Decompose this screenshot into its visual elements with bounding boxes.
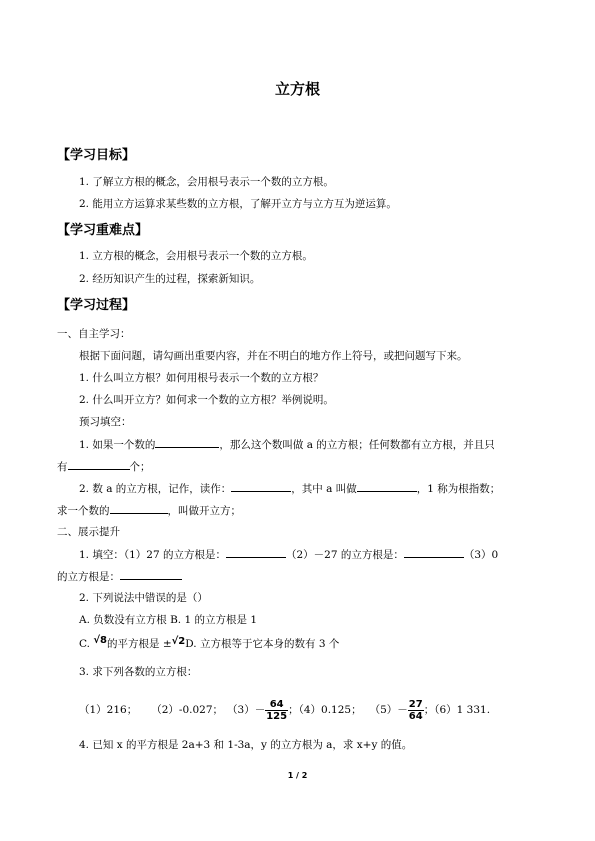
ex3-item-6: ；（6）1 331. bbox=[423, 704, 491, 716]
exercise-1-line-2 bbox=[57, 569, 182, 584]
blank-line bbox=[155, 437, 219, 448]
page-number: 1 / 2 bbox=[287, 771, 308, 780]
fraction-27-64 bbox=[408, 699, 424, 722]
ex2-c-mid: 的平方根是 ± bbox=[106, 638, 172, 650]
exercise-2: 2. 下列说法中错误的是（） bbox=[79, 592, 208, 604]
fraction-denominator: 125 bbox=[266, 710, 288, 722]
section-heading-keypoints: 【学习重难点】 bbox=[57, 223, 149, 238]
ex3-item-5-prefix: （5）－ bbox=[369, 704, 408, 716]
blank-line bbox=[404, 547, 464, 558]
fill-line-1 bbox=[79, 437, 495, 452]
ex3-item-1: （1）216； bbox=[79, 704, 138, 716]
fraction-64-125 bbox=[265, 699, 288, 722]
blank-line bbox=[68, 459, 130, 470]
blank-line bbox=[120, 569, 182, 580]
blank-line bbox=[110, 503, 168, 514]
exercise-3-items bbox=[79, 690, 490, 730]
fill2-text-b: ，其中 a 叫做 bbox=[291, 483, 357, 495]
fill1-text-d: 个； bbox=[129, 461, 151, 473]
exercise-3: 3. 求下列各数的立方根： bbox=[79, 666, 198, 678]
section-heading-process: 【学习过程】 bbox=[57, 298, 136, 313]
exercise-2-options-cd bbox=[79, 637, 339, 652]
fill-line-3 bbox=[79, 481, 500, 496]
fill1-text-b: ，那么这个数叫做 a 的立方根；任何数都有立方根，并且只 bbox=[219, 439, 495, 451]
ex1-text-a: 1. 填空：（1）27 的立方根是： bbox=[79, 549, 226, 561]
page-title: 立方根 bbox=[274, 80, 320, 98]
fraction-denominator: 64 bbox=[408, 710, 423, 722]
fill2-text-d: 求一个数的 bbox=[57, 505, 110, 517]
keypoint-item-2: 2. 经历知识产生的过程，探索新知识。 bbox=[79, 273, 261, 285]
blank-line bbox=[231, 481, 291, 492]
fill1-text-a: 1. 如果一个数的 bbox=[79, 439, 156, 451]
fraction-numerator: 27 bbox=[408, 698, 423, 710]
fill-line-2 bbox=[57, 459, 151, 474]
ex1-text-b: （2）－27 的立方根是： bbox=[285, 549, 404, 561]
goal-item-2: 2. 能用立方运算求某些数的立方根，了解开立方与立方互为逆运算。 bbox=[79, 198, 397, 210]
blank-line bbox=[226, 547, 286, 558]
fill1-text-c: 有 bbox=[57, 461, 68, 473]
question-2: 2. 什么叫开立方？如何求一个数的立方根？举例说明。 bbox=[79, 394, 334, 406]
preview-label: 预习填空： bbox=[79, 416, 132, 428]
question-1: 1. 什么叫立方根？如何用根号表示一个数的立方根？ bbox=[79, 372, 324, 384]
fill2-text-a: 2. 数 a 的立方根，记作，读作： bbox=[79, 483, 232, 495]
fill2-text-c: ，1 称为根指数； bbox=[416, 483, 501, 495]
fill2-text-e: ，叫做开立方； bbox=[167, 505, 241, 517]
ex3-item-2: （2）-0.027； bbox=[151, 704, 224, 716]
exercise-1-line-1 bbox=[79, 547, 498, 562]
sqrt-2-icon: √2 bbox=[171, 636, 186, 647]
exercise-4: 4. 已知 x 的平方根是 2a+3 和 1-3a，y 的立方根为 a，求 x+y 的值。 bbox=[79, 739, 413, 751]
section-heading-goals: 【学习目标】 bbox=[57, 148, 136, 163]
ex2-c-prefix: C. bbox=[79, 638, 90, 650]
goal-item-1: 1. 了解立方根的概念，会用根号表示一个数的立方根。 bbox=[79, 176, 334, 188]
exercise-2-options-ab: A. 负数没有立方根 B. 1 的立方根是 1 bbox=[79, 614, 258, 626]
keypoint-item-1: 1. 立方根的概念，会用根号表示一个数的立方根。 bbox=[79, 250, 313, 262]
ex1-text-d: 的立方根是： bbox=[57, 571, 120, 583]
fraction-numerator: 64 bbox=[265, 699, 288, 711]
blank-line bbox=[357, 481, 417, 492]
part2-title: 二、展示提升 bbox=[57, 526, 120, 538]
ex3-item-4: ；（4）0.125； bbox=[288, 704, 362, 716]
fill-line-4 bbox=[57, 503, 241, 518]
cube-root-8-icon: √8 bbox=[93, 635, 107, 646]
ex3-item-3-prefix: （3）－ bbox=[227, 704, 266, 716]
part1-title: 一、自主学习： bbox=[57, 328, 131, 340]
ex2-d: D. 立方根等于它本身的数有 3 个 bbox=[185, 638, 340, 650]
ex1-text-c: （3）0 bbox=[463, 549, 499, 561]
intro-text: 根据下面问题，请勾画出重要内容，并在不明白的地方作上符号，或把问题写下来。 bbox=[79, 350, 468, 362]
